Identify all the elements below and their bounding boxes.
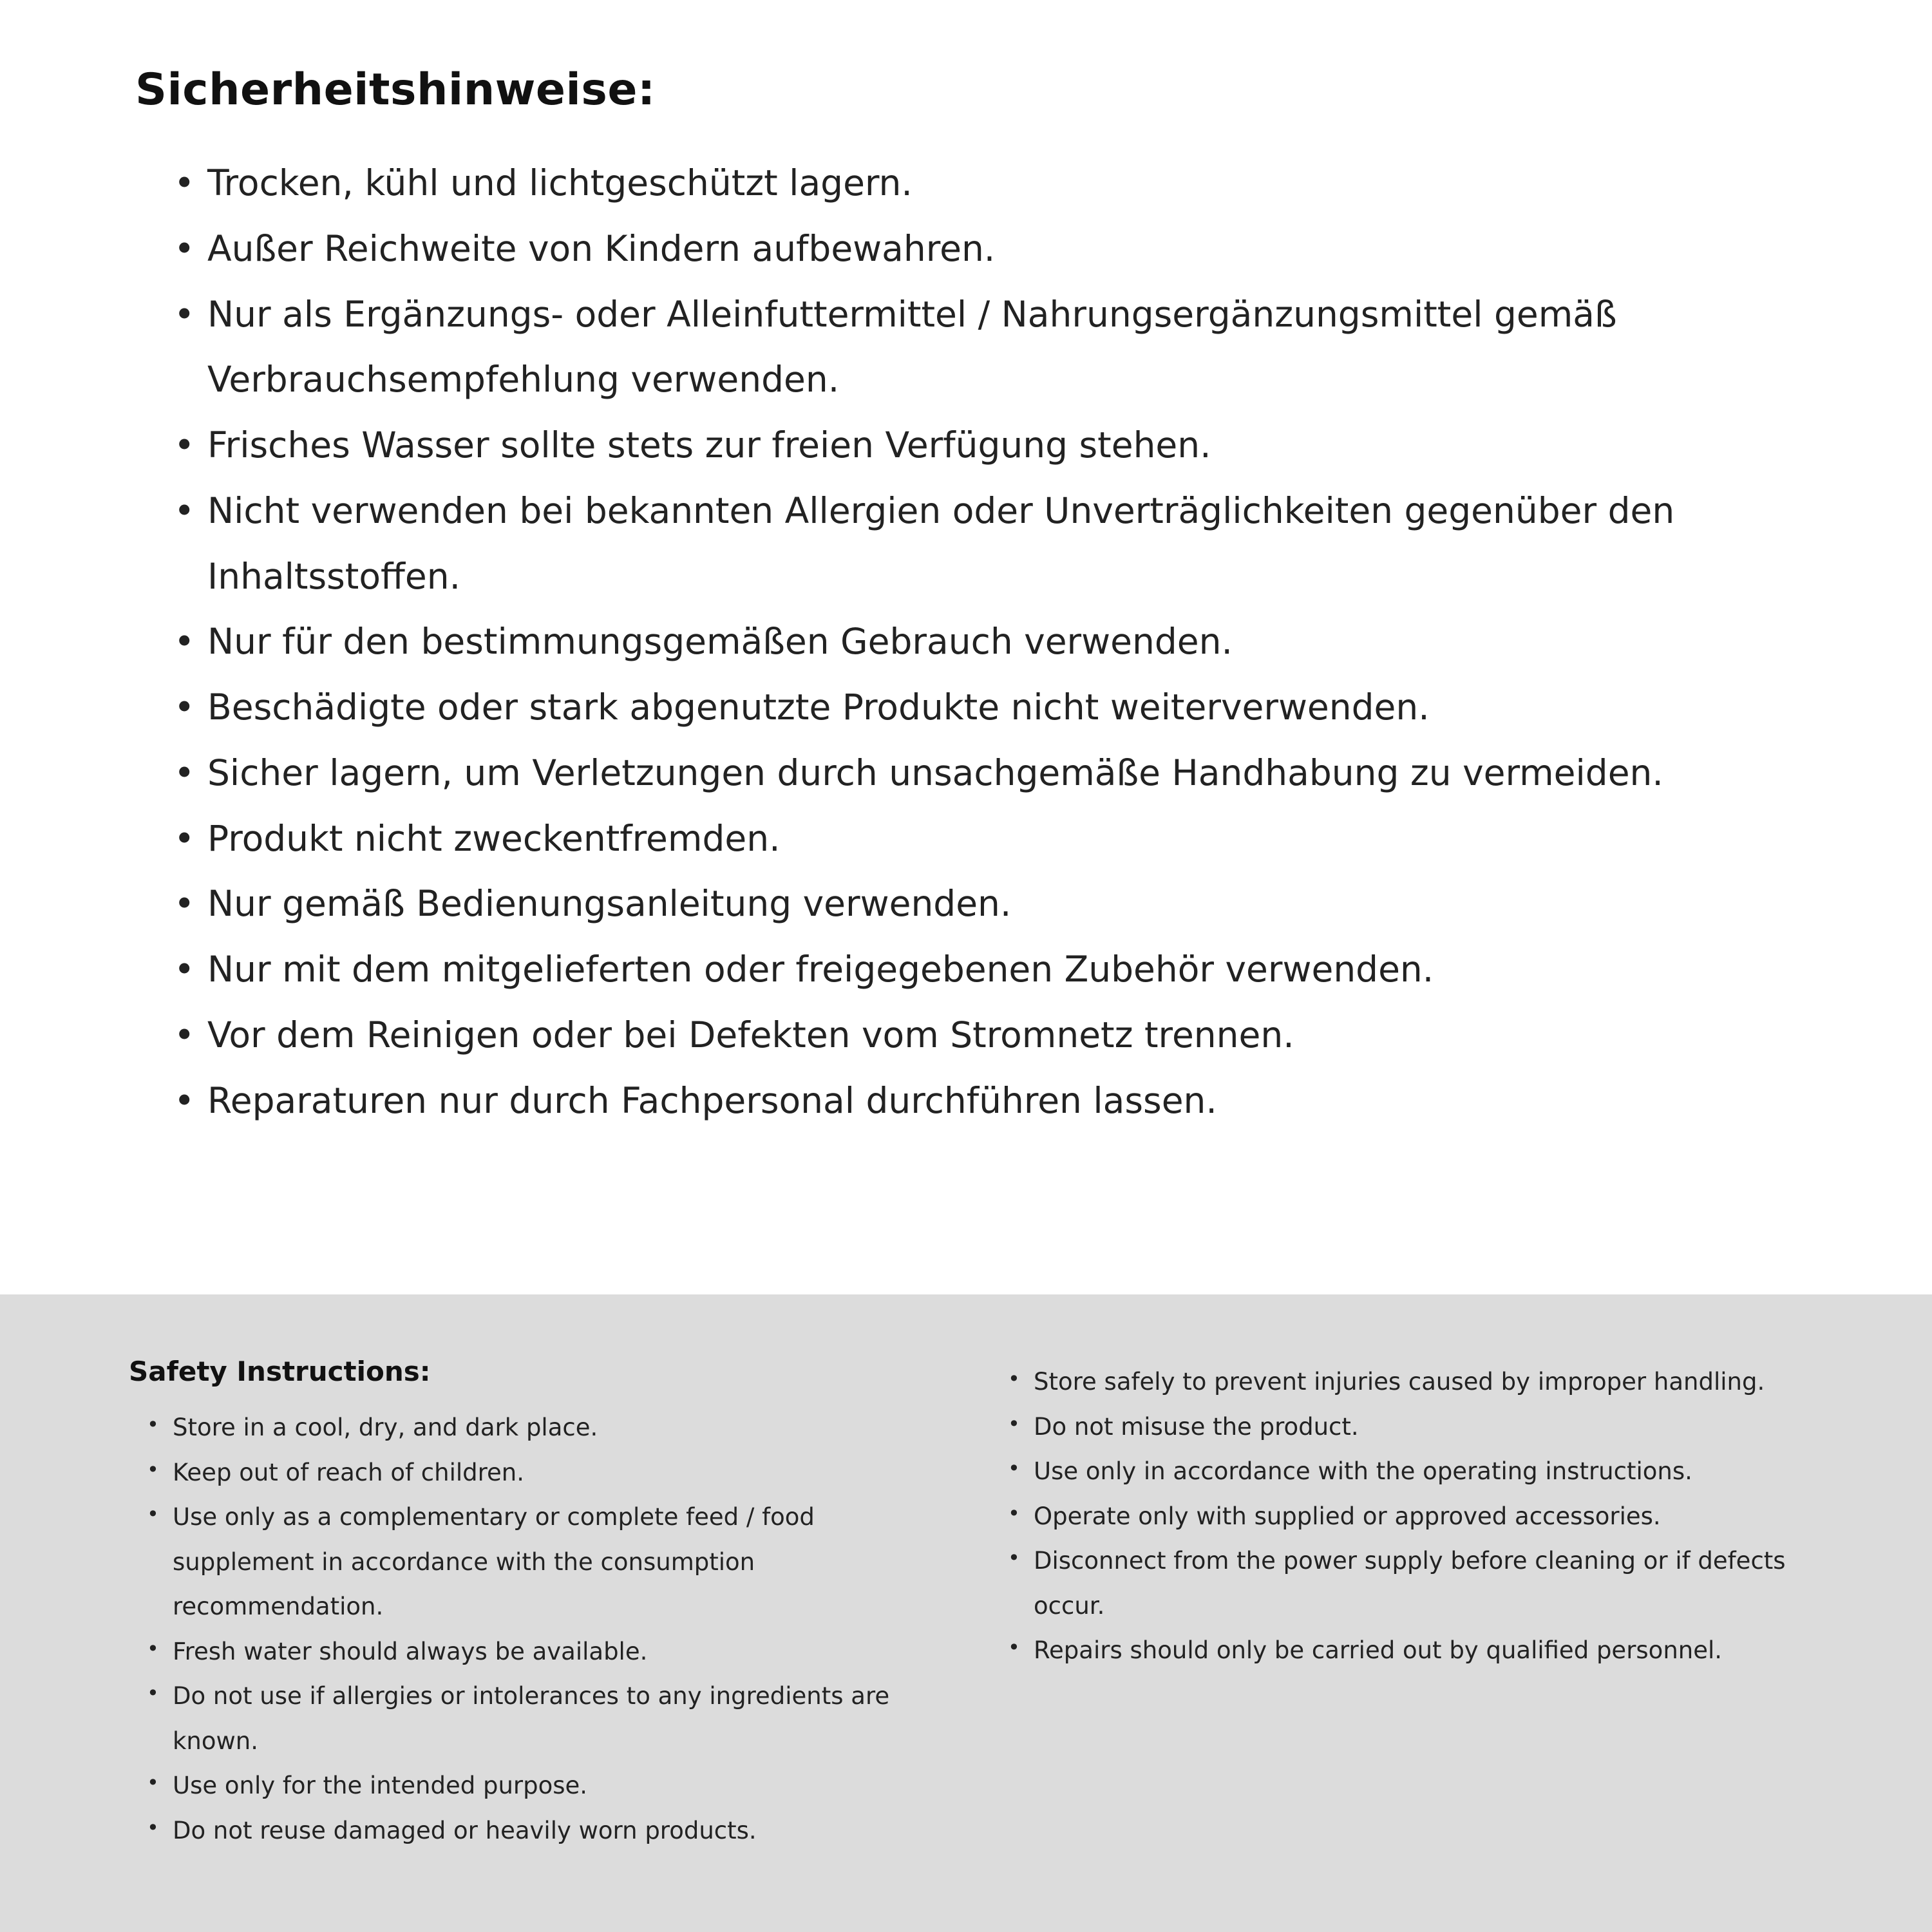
list-item: • Do not reuse damaged or heavily worn products. bbox=[147, 1808, 924, 1853]
english-instructions-list-left bbox=[129, 1405, 924, 1853]
list-item: • Operate only with supplied or approved accessories. bbox=[1008, 1494, 1803, 1539]
list-item: • Fresh water should always be available. bbox=[147, 1629, 924, 1674]
list-item: • Store in a cool, dry, and dark place. bbox=[147, 1405, 924, 1450]
english-left-column bbox=[129, 1356, 924, 1853]
english-right-column bbox=[1008, 1356, 1803, 1673]
german-instructions-list bbox=[135, 151, 1803, 1133]
list-item: • Nicht verwenden bei bekannten Allergien oder Unverträglichkeiten gegenüber den Inhaltsstoffen. bbox=[174, 478, 1803, 610]
list-item: • Außer Reichweite von Kindern aufbewahren. bbox=[174, 216, 1803, 282]
list-item: • Keep out of reach of children. bbox=[147, 1450, 924, 1495]
list-item: • Beschädigte oder stark abgenutzte Produkte nicht weiterverwenden. bbox=[174, 675, 1803, 741]
english-instructions-list-right bbox=[1008, 1359, 1803, 1673]
list-item: • Use only in accordance with the operating instructions. bbox=[1008, 1449, 1803, 1494]
list-item: • Trocken, kühl und lichtgeschützt lagern. bbox=[174, 151, 1803, 216]
list-item: • Nur mit dem mitgelieferten oder freigegebenen Zubehör verwenden. bbox=[174, 937, 1803, 1003]
list-item: • Disconnect from the power supply before cleaning or if defects occur. bbox=[1008, 1539, 1803, 1628]
list-item: • Reparaturen nur durch Fachpersonal durchführen lassen. bbox=[174, 1068, 1803, 1134]
list-item: • Frisches Wasser sollte stets zur freien Verfügung stehen. bbox=[174, 413, 1803, 478]
german-section-title: Sicherheitshinweise: bbox=[135, 64, 656, 115]
list-item: • Sicher lagern, um Verletzungen durch unsachgemäße Handhabung zu vermeiden. bbox=[174, 741, 1803, 806]
english-safety-section bbox=[0, 1294, 1932, 1932]
english-section-title: Safety Instructions: bbox=[129, 1356, 431, 1387]
list-item: • Use only for the intended purpose. bbox=[147, 1763, 924, 1808]
list-item: • Nur als Ergänzungs- oder Alleinfuttermittel / Nahrungsergänzungsmittel gemäß Verbrauchsempfehlung verwenden. bbox=[174, 282, 1803, 413]
list-item: • Do not misuse the product. bbox=[1008, 1405, 1803, 1450]
list-item: • Repairs should only be carried out by qualified personnel. bbox=[1008, 1628, 1803, 1673]
list-item: • Use only as a complementary or complete feed / food supplement in accordance with the consumption recommendation. bbox=[147, 1495, 924, 1629]
list-item: • Do not use if allergies or intolerances to any ingredients are known. bbox=[147, 1674, 924, 1763]
list-item: • Nur für den bestimmungsgemäßen Gebrauch verwenden. bbox=[174, 609, 1803, 675]
list-item: • Nur gemäß Bedienungsanleitung verwenden. bbox=[174, 871, 1803, 937]
list-item: • Produkt nicht zweckentfremden. bbox=[174, 806, 1803, 872]
list-item: • Store safely to prevent injuries caused by improper handling. bbox=[1008, 1359, 1803, 1405]
list-item: • Vor dem Reinigen oder bei Defekten vom Stromnetz trennen. bbox=[174, 1003, 1803, 1068]
